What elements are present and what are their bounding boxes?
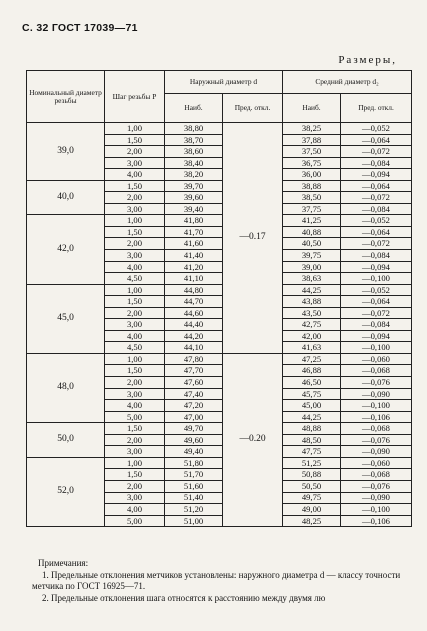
header-nominal-diameter: Номинальный диаметр резьбы [27,71,105,123]
mean-max-cell: 49,00 [283,504,341,516]
header-outer-diameter: Наружный диаметр d [165,71,283,94]
mean-tolerance-cell: —0,106 [341,515,412,527]
pitch-cell: 3,00 [105,319,165,331]
pitch-cell: 4,00 [105,504,165,516]
mean-tolerance-cell: —0,090 [341,388,412,400]
nominal-diameter-cell: 52,0 [27,457,105,526]
mean-max-cell: 43,50 [283,307,341,319]
mean-max-cell: 48,50 [283,434,341,446]
mean-tolerance-cell: —0,094 [341,330,412,342]
mean-tolerance-cell: —0,084 [341,157,412,169]
mean-max-cell: 48,25 [283,515,341,527]
outer-max-cell: 38,20 [165,169,223,181]
mean-max-cell: 47,75 [283,446,341,458]
mean-max-cell: 40,88 [283,226,341,238]
outer-max-cell: 51,00 [165,515,223,527]
pitch-cell: 1,50 [105,365,165,377]
mean-tolerance-cell: —0,068 [341,365,412,377]
mean-max-cell: 46,50 [283,377,341,389]
mean-tolerance-cell: —0,076 [341,480,412,492]
outer-max-cell: 47,70 [165,365,223,377]
table-row [27,353,412,365]
pitch-cell: 1,00 [105,457,165,469]
outer-tolerance-cell: —0.20 [223,353,283,526]
mean-tolerance-cell: —0,100 [341,400,412,412]
nominal-diameter-cell: 40,0 [27,180,105,215]
mean-max-cell: 50,88 [283,469,341,481]
pitch-cell: 1,50 [105,469,165,481]
pitch-cell: 2,00 [105,377,165,389]
mean-tolerance-cell: —0,068 [341,469,412,481]
nominal-diameter-cell: 42,0 [27,215,105,284]
pitch-cell: 2,00 [105,480,165,492]
mean-max-cell: 38,63 [283,273,341,285]
table-row [27,215,412,227]
nominal-diameter-cell: 39,0 [27,123,105,181]
pitch-cell: 3,00 [105,250,165,262]
nominal-diameter-cell: 50,0 [27,423,105,458]
mean-max-cell: 36,75 [283,157,341,169]
outer-max-cell: 39,60 [165,192,223,204]
header-outer-max: Наиб. [165,94,223,123]
outer-max-cell: 38,80 [165,123,223,135]
mean-max-cell: 40,50 [283,238,341,250]
outer-max-cell: 41,70 [165,226,223,238]
outer-max-cell: 44,70 [165,296,223,308]
table-row [27,423,412,435]
mean-tolerance-cell: —0,106 [341,411,412,423]
mean-tolerance-cell: —0,094 [341,169,412,181]
notes-section [32,558,402,604]
outer-max-cell: 44,10 [165,342,223,354]
mean-tolerance-cell: —0,084 [341,319,412,331]
mean-tolerance-cell: —0,094 [341,261,412,273]
pitch-cell: 2,00 [105,192,165,204]
outer-max-cell: 47,60 [165,377,223,389]
pitch-cell: 1,00 [105,215,165,227]
pitch-cell: 1,00 [105,123,165,135]
outer-max-cell: 51,20 [165,504,223,516]
mean-max-cell: 41,63 [283,342,341,354]
pitch-cell: 4,50 [105,342,165,354]
outer-max-cell: 38,40 [165,157,223,169]
pitch-cell: 3,00 [105,157,165,169]
mean-max-cell: 50,50 [283,480,341,492]
mean-max-cell: 46,88 [283,365,341,377]
mean-tolerance-cell: —0,052 [341,123,412,135]
outer-max-cell: 41,20 [165,261,223,273]
outer-max-cell: 49,60 [165,434,223,446]
pitch-cell: 2,00 [105,434,165,446]
sizes-label: Размеры, [338,54,397,66]
mean-max-cell: 51,25 [283,457,341,469]
outer-max-cell: 41,40 [165,250,223,262]
pitch-cell: 3,00 [105,388,165,400]
pitch-cell: 4,00 [105,169,165,181]
notes-title: Примечания: [38,558,89,568]
note-item: 2. Предельные отклонения шага относятся к расстоянию между двумя лю [42,592,326,603]
outer-max-cell: 44,80 [165,284,223,296]
outer-max-cell: 51,70 [165,469,223,481]
mean-tolerance-cell: —0,072 [341,146,412,158]
header-mean-diameter: Средний диаметр d₂ [283,71,412,94]
mean-tolerance-cell: —0,100 [341,342,412,354]
mean-max-cell: 44,25 [283,284,341,296]
outer-max-cell: 41,60 [165,238,223,250]
mean-max-cell: 37,88 [283,134,341,146]
outer-max-cell: 41,10 [165,273,223,285]
pitch-cell: 4,00 [105,261,165,273]
mean-tolerance-cell: —0,072 [341,192,412,204]
mean-tolerance-cell: —0,084 [341,250,412,262]
mean-max-cell: 37,50 [283,146,341,158]
mean-max-cell: 38,25 [283,123,341,135]
outer-max-cell: 39,40 [165,203,223,215]
table-row [27,123,412,135]
mean-tolerance-cell: —0,060 [341,457,412,469]
header-mean-tolerance: Пред. откл. [341,94,412,123]
mean-max-cell: 49,75 [283,492,341,504]
pitch-cell: 3,00 [105,203,165,215]
mean-max-cell: 38,50 [283,192,341,204]
mean-tolerance-cell: —0,090 [341,446,412,458]
outer-max-cell: 51,60 [165,480,223,492]
outer-max-cell: 38,60 [165,146,223,158]
mean-max-cell: 47,25 [283,353,341,365]
outer-max-cell: 39,70 [165,180,223,192]
mean-max-cell: 38,88 [283,180,341,192]
pitch-cell: 1,00 [105,353,165,365]
mean-tolerance-cell: —0,100 [341,504,412,516]
mean-tolerance-cell: —0,060 [341,353,412,365]
mean-max-cell: 42,75 [283,319,341,331]
outer-max-cell: 41,80 [165,215,223,227]
pitch-cell: 1,00 [105,284,165,296]
pitch-cell: 3,00 [105,492,165,504]
table-row [27,457,412,469]
pitch-cell: 4,50 [105,273,165,285]
pitch-cell: 4,00 [105,400,165,412]
outer-max-cell: 47,40 [165,388,223,400]
pitch-cell: 4,00 [105,330,165,342]
mean-tolerance-cell: —0,090 [341,492,412,504]
mean-tolerance-cell: —0,064 [341,226,412,238]
pitch-cell: 5,00 [105,515,165,527]
mean-max-cell: 41,25 [283,215,341,227]
nominal-diameter-cell: 45,0 [27,284,105,353]
mean-tolerance-cell: —0,064 [341,134,412,146]
mean-tolerance-cell: —0,076 [341,377,412,389]
header-outer-tolerance: Пред. откл. [223,94,283,123]
pitch-cell: 1,50 [105,296,165,308]
page-header: С. 32 ГОСТ 17039—71 [22,22,138,34]
mean-tolerance-cell: —0,076 [341,434,412,446]
pitch-cell: 1,50 [105,423,165,435]
outer-max-cell: 49,40 [165,446,223,458]
mean-tolerance-cell: —0,084 [341,203,412,215]
mean-max-cell: 44,25 [283,411,341,423]
pitch-cell: 1,50 [105,134,165,146]
pitch-cell: 5,00 [105,411,165,423]
outer-tolerance-cell: —0.17 [223,123,283,354]
table-body [27,123,412,527]
mean-max-cell: 42,00 [283,330,341,342]
outer-max-cell: 51,80 [165,457,223,469]
outer-max-cell: 44,40 [165,319,223,331]
mean-max-cell: 45,75 [283,388,341,400]
pitch-cell: 1,50 [105,180,165,192]
outer-max-cell: 47,20 [165,400,223,412]
header-mean-max: Наиб. [283,94,341,123]
mean-max-cell: 43,88 [283,296,341,308]
outer-max-cell: 51,40 [165,492,223,504]
mean-tolerance-cell: —0,072 [341,307,412,319]
outer-max-cell: 49,70 [165,423,223,435]
mean-max-cell: 39,00 [283,261,341,273]
mean-max-cell: 36,00 [283,169,341,181]
pitch-cell: 2,00 [105,146,165,158]
pitch-cell: 3,00 [105,446,165,458]
table-row [27,180,412,192]
mean-max-cell: 45,00 [283,400,341,412]
mean-tolerance-cell: —0,100 [341,273,412,285]
outer-max-cell: 38,70 [165,134,223,146]
mean-max-cell: 39,75 [283,250,341,262]
outer-max-cell: 44,20 [165,330,223,342]
mean-max-cell: 37,75 [283,203,341,215]
mean-tolerance-cell: —0,064 [341,180,412,192]
pitch-cell: 2,00 [105,307,165,319]
outer-max-cell: 47,00 [165,411,223,423]
pitch-cell: 2,00 [105,238,165,250]
mean-tolerance-cell: —0,072 [341,238,412,250]
mean-tolerance-cell: —0,052 [341,284,412,296]
header-pitch: Шаг резьбы P [105,71,165,123]
mean-tolerance-cell: —0,064 [341,296,412,308]
note-item: 1. Предельные отклонения метчиков установлены: наружного диаметра d — классу точности метчика по ГОСТ 16925—71. [32,569,401,591]
table-row [27,284,412,296]
mean-max-cell: 48,88 [283,423,341,435]
pitch-cell: 1,50 [105,226,165,238]
mean-tolerance-cell: —0,052 [341,215,412,227]
mean-tolerance-cell: —0,068 [341,423,412,435]
thread-dimensions-table [26,70,412,527]
outer-max-cell: 47,80 [165,353,223,365]
nominal-diameter-cell: 48,0 [27,353,105,422]
outer-max-cell: 44,60 [165,307,223,319]
